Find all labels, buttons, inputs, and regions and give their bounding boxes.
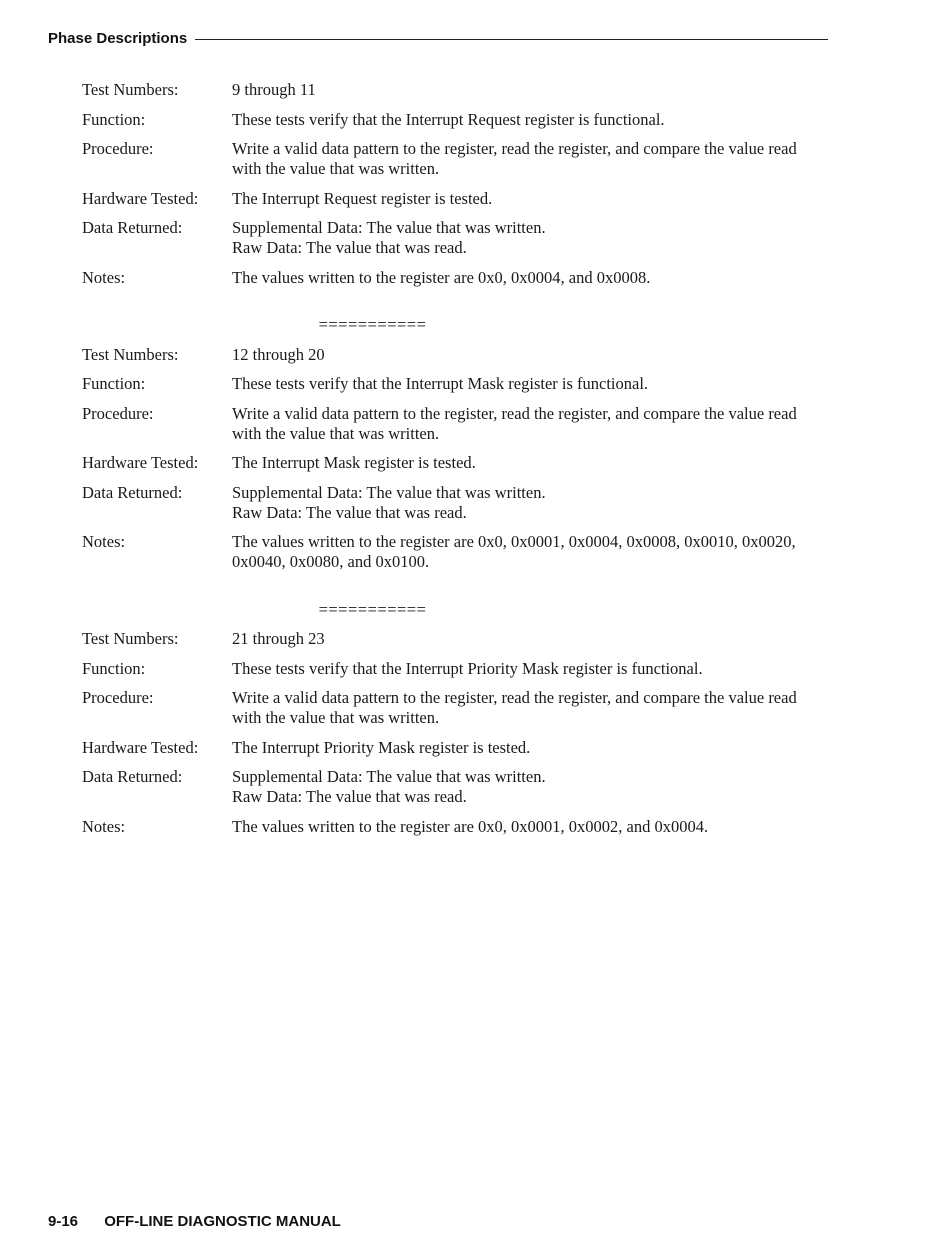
test-descriptions [82,80,822,846]
procedure-value: Write a valid data pattern to the register, read the register, and compare the value read with the value that was written. [232,688,797,727]
data-returned-row [82,218,822,258]
supplemental-data-line: Supplemental Data: The value that was written. [232,218,546,237]
data-returned-row [82,483,822,523]
notes-label: Notes: [82,816,126,836]
test-section [82,345,822,573]
test-section [82,629,822,837]
hardware-tested-row [82,189,822,209]
page-header [48,28,828,48]
procedure-value: Write a valid data pattern to the register, read the register, and compare the value read with the value that was written. [232,403,797,443]
function-label: Function: [82,374,146,393]
hardware-tested-value: The Interrupt Mask register is tested. [232,453,476,472]
data-returned-label: Data Returned: [82,218,183,237]
notes-label: Notes: [82,267,126,287]
notes-value: The values written to the register are 0x0, 0x0004, and 0x0008. [232,267,651,287]
test-section [82,80,822,288]
notes-row [82,268,822,288]
hardware-tested-row [82,738,822,758]
header-title: Phase Descriptions [48,29,188,47]
hardware-tested-label: Hardware Tested: [82,737,199,757]
function-label: Function: [82,658,146,678]
function-row [82,659,822,679]
hardware-tested-label: Hardware Tested: [82,453,199,472]
notes-value: The values written to the register are 0x0, 0x0001, 0x0002, and 0x0004. [232,816,709,836]
function-value: These tests verify that the Interrupt Request register is functional. [232,109,665,129]
procedure-label: Procedure: [82,139,154,158]
data-returned-label: Data Returned: [82,482,183,502]
separator-row [82,315,822,335]
test-numbers-value: 21 through 23 [232,629,325,648]
function-row [82,374,822,394]
test-numbers-row [82,629,822,649]
page-footer [48,1213,341,1230]
test-numbers-label: Test Numbers: [82,344,179,364]
function-value: These tests verify that the Interrupt Mask register is functional. [232,374,649,393]
procedure-row [82,688,822,728]
function-label: Function: [82,109,146,129]
raw-data-line: Raw Data: The value that was read. [232,238,467,257]
hardware-tested-value: The Interrupt Priority Mask register is tested. [232,737,531,757]
data-returned-value [232,218,822,258]
raw-data-line: Raw Data: The value that was read. [232,502,467,522]
procedure-value: Write a valid data pattern to the register, read the register, and compare the value read with the value that was written. [232,139,797,178]
test-numbers-row [82,80,822,100]
procedure-row [82,404,822,444]
section-separator: =========== [318,599,427,619]
notes-row [82,817,822,837]
hardware-tested-value: The Interrupt Request register is tested. [232,188,493,208]
function-row [82,110,822,130]
procedure-label: Procedure: [82,403,154,423]
data-returned-label: Data Returned: [82,767,183,786]
section-separator: =========== [318,315,427,334]
data-returned-value [232,767,822,807]
function-value: These tests verify that the Interrupt Priority Mask register is functional. [232,658,703,678]
separator-row [82,600,822,620]
procedure-label: Procedure: [82,688,154,707]
procedure-row [82,139,822,179]
test-numbers-label: Test Numbers: [82,80,179,99]
footer-manual-title: OFF-LINE DIAGNOSTIC MANUAL [104,1213,341,1230]
test-numbers-value: 12 through 20 [232,344,325,364]
header-rule [195,39,828,40]
data-returned-value [232,483,822,523]
test-numbers-label: Test Numbers: [82,629,179,648]
supplemental-data-line: Supplemental Data: The value that was written. [232,767,546,786]
data-returned-row [82,767,822,807]
notes-value: The values written to the register are 0x0, 0x0001, 0x0004, 0x0008, 0x0010, 0x0020, 0x0040, 0x0080, and 0x0100. [232,532,796,571]
notes-row [82,532,822,572]
supplemental-data-line: Supplemental Data: The value that was written. [232,482,546,502]
footer-page-number: 9-16 [48,1213,79,1230]
hardware-tested-row [82,453,822,473]
hardware-tested-label: Hardware Tested: [82,188,199,208]
test-numbers-row [82,345,822,365]
raw-data-line: Raw Data: The value that was read. [232,787,467,806]
test-numbers-value: 9 through 11 [232,80,316,99]
notes-label: Notes: [82,532,126,551]
